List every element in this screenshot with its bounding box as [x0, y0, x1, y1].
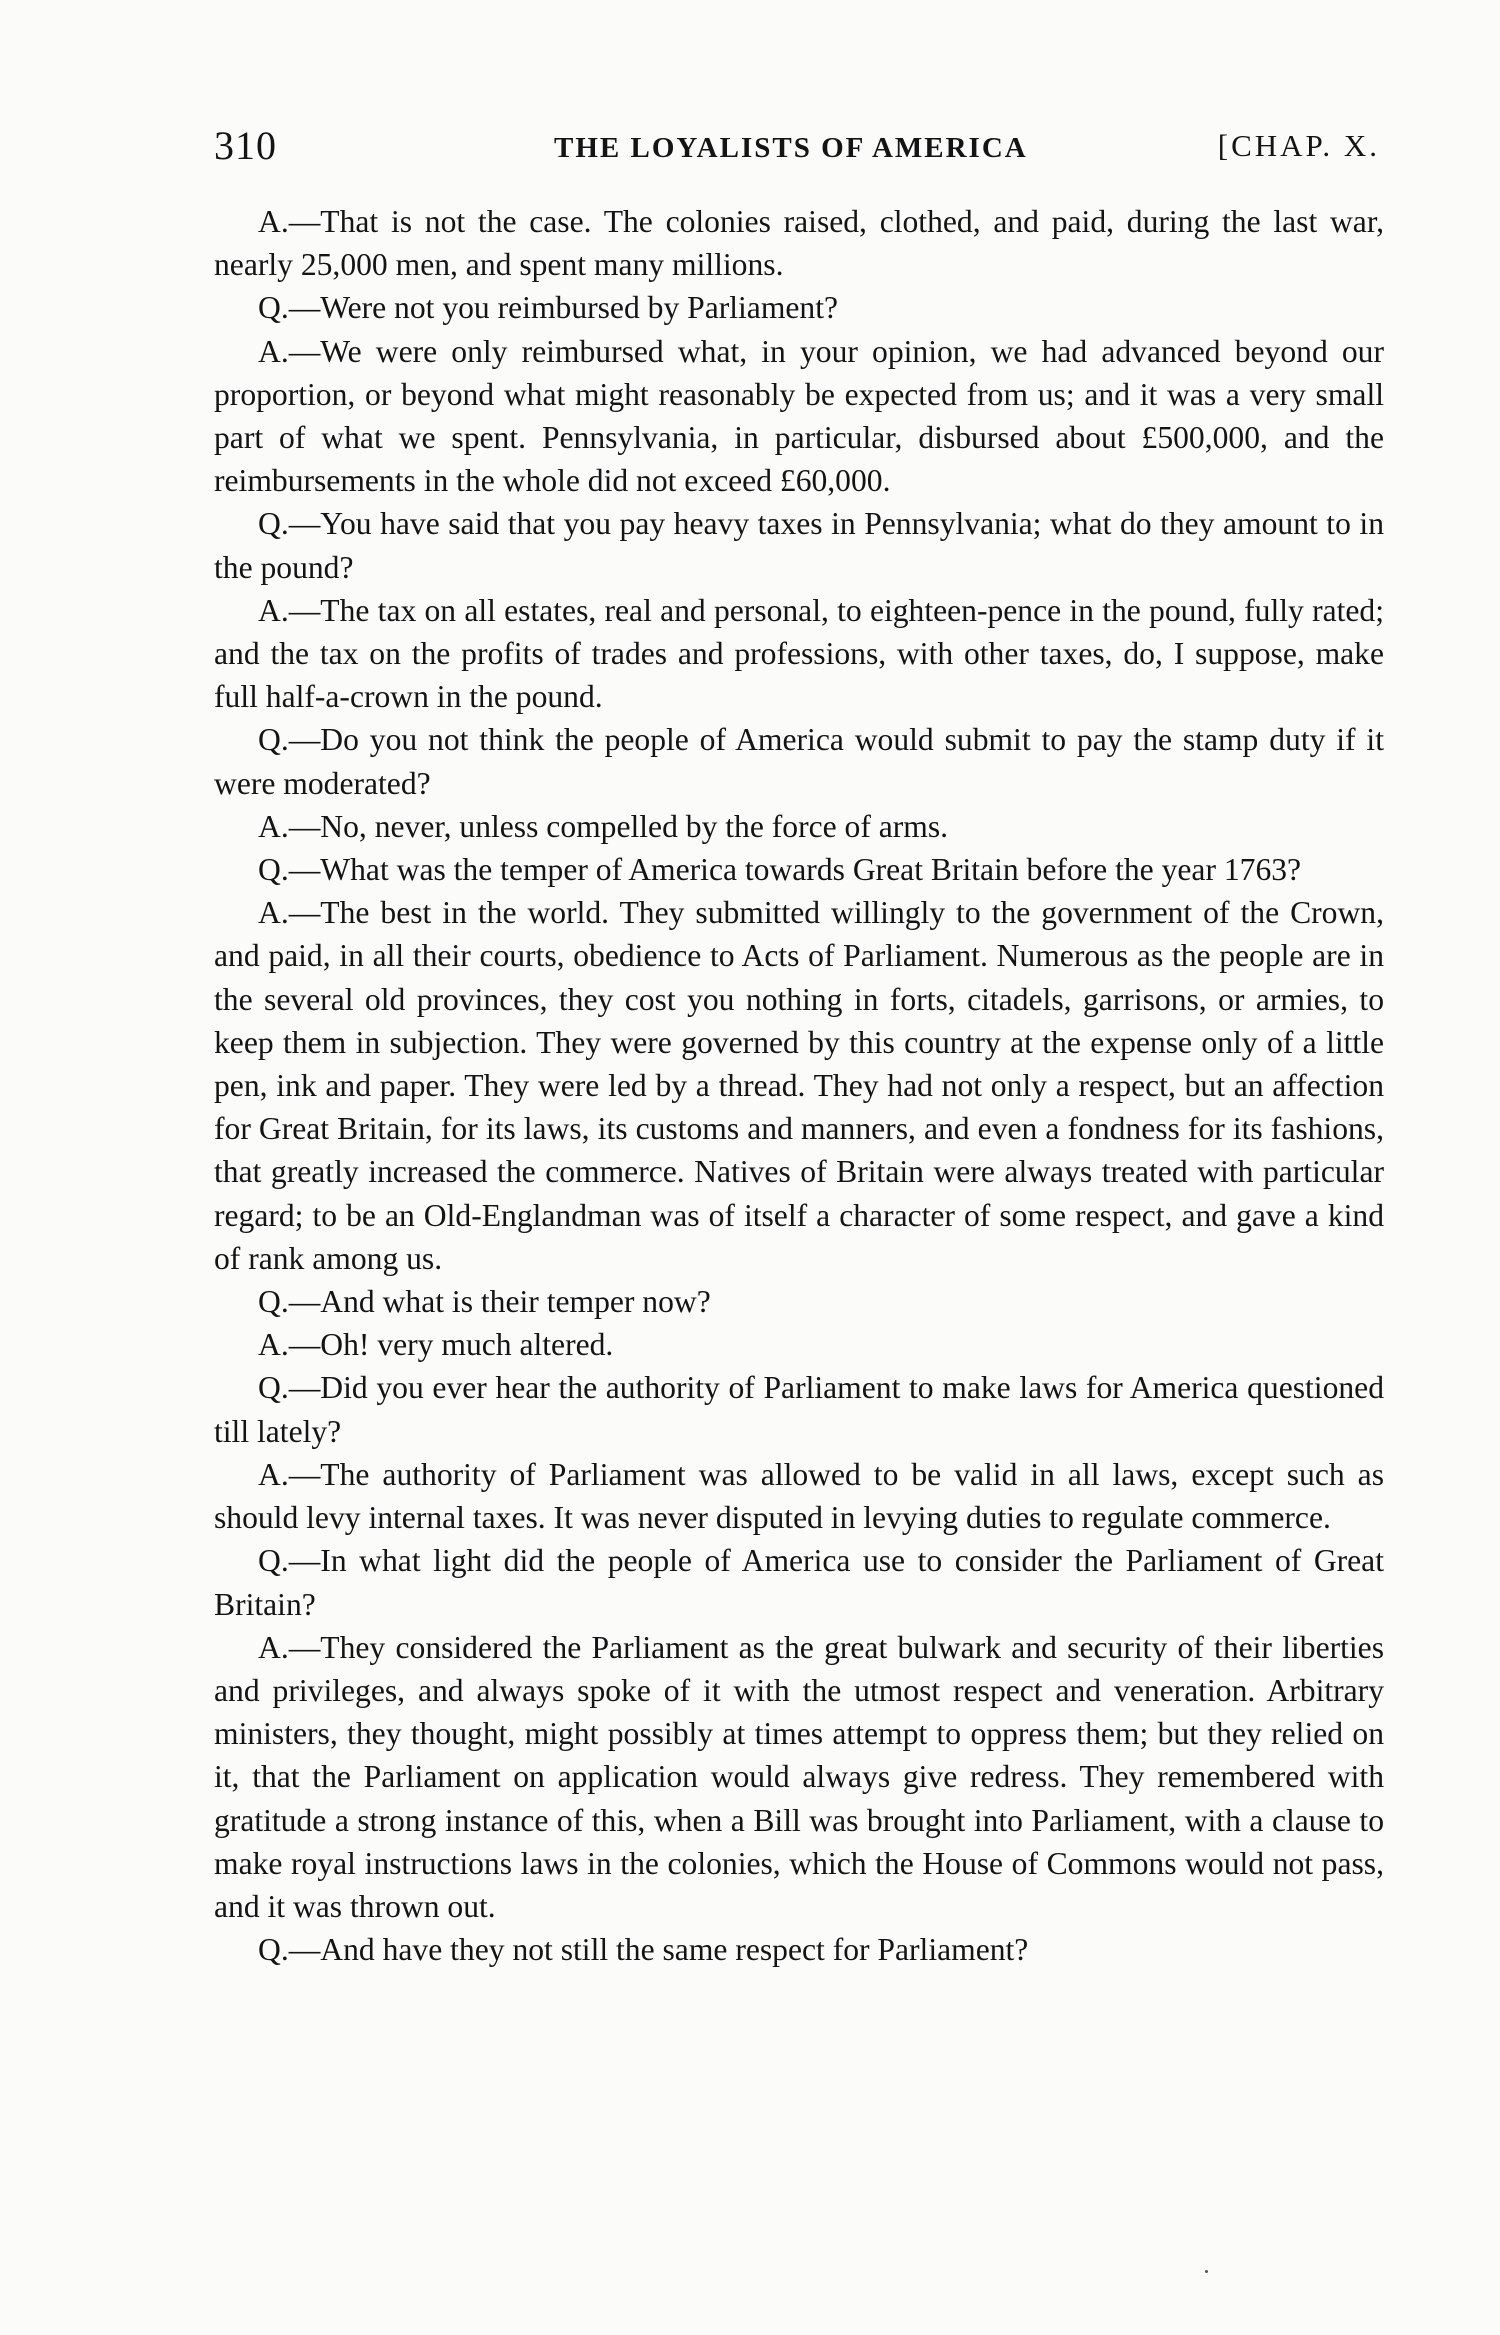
page-number: 310	[214, 123, 277, 168]
question-paragraph: Q.—Did you ever hear the authority of Parliament to make laws for America questioned till lately?	[214, 1370, 1384, 1449]
question-paragraph: Q.—Were not you reimbursed by Parliament?	[258, 290, 839, 326]
answer-paragraph: A.—No, never, unless compelled by the force of arms.	[258, 808, 949, 844]
question-paragraph: Q.—In what light did the people of America use to consider the Parliament of Great Britain?	[214, 1543, 1384, 1622]
answer-paragraph: A.—The tax on all estates, real and personal, to eighteen-pence in the pound, fully rated; and the tax on the profits of trades and professions, with other taxes, do, I suppose, make full half-a-crown in the pound.	[214, 592, 1384, 715]
answer-paragraph: A.—That is not the case. The colonies raised, clothed, and paid, during the last war, nearly 25,000 men, and spent many millions.	[214, 204, 1384, 283]
answer-paragraph: A.—The best in the world. They submitted willingly to the government of the Crown, and paid, in all their courts, obedience to Acts of Parliament. Numerous as the people are in the several old provinces, they cost you nothing in forts, citadels, garrisons, or armies, to keep them in subjection. They were governed by this country at the expense only of a little pen, ink and paper. They were led by a thread. They had not only a respect, but an affection for Great Britain, for its laws, its customs and manners, and even a fondness for its fashions, that greatly increased the commerce. Natives of Britain were always treated with particular regard; to be an Old-Englandman was of itself a character of some respect, and gave a kind of rank among us.	[214, 895, 1384, 1276]
ink-speck	[1205, 2270, 1208, 2273]
answer-paragraph: A.—Oh! very much altered.	[258, 1327, 614, 1363]
question-paragraph: Q.—And have they not still the same respect for Parliament?	[258, 1932, 1029, 1968]
question-paragraph: Q.—What was the temper of America towards Great Britain before the year 1763?	[258, 852, 1302, 888]
question-paragraph: Q.—You have said that you pay heavy taxes in Pennsylvania; what do they amount to in the pound?	[214, 506, 1384, 585]
answer-paragraph: A.—The authority of Parliament was allowed to be valid in all laws, except such as should levy internal taxes. It was never disputed in levying duties to regulate commerce.	[214, 1456, 1384, 1536]
chapter-reference: [CHAP. X.	[1217, 128, 1380, 163]
answer-paragraph: A.—We were only reimbursed what, in your opinion, we had advanced beyond our proportion, or beyond what might reasonably be expected from us; and it was a very small part of what we spent. Pennsylvania, in particular, disbursed about £500,000, and the reimbursements in the whole did not exceed £60,000.	[214, 333, 1384, 499]
question-paragraph: Q.—Do you not think the people of America would submit to pay the stamp duty if it were moderated?	[214, 722, 1384, 801]
body-text	[214, 200, 1384, 1971]
answer-paragraph: A.—They considered the Parliament as the great bulwark and security of their liberties and privileges, and always spoke of it with the utmost respect and veneration. Arbitrary ministers, they thought, might possibly at times attempt to oppress them; but they relied on it, that the Parliament on application would always give redress. They remembered with gratitude a strong instance of this, when a Bill was brought into Parliament, with a clause to make royal instructions laws in the colonies, which the House of Commons would not pass, and it was thrown out.	[214, 1629, 1384, 1924]
question-paragraph: Q.—And what is their temper now?	[258, 1284, 711, 1320]
running-head	[214, 122, 1384, 170]
running-title: THE LOYALISTS OF AMERICA	[554, 132, 1028, 164]
book-page	[214, 122, 1384, 1971]
